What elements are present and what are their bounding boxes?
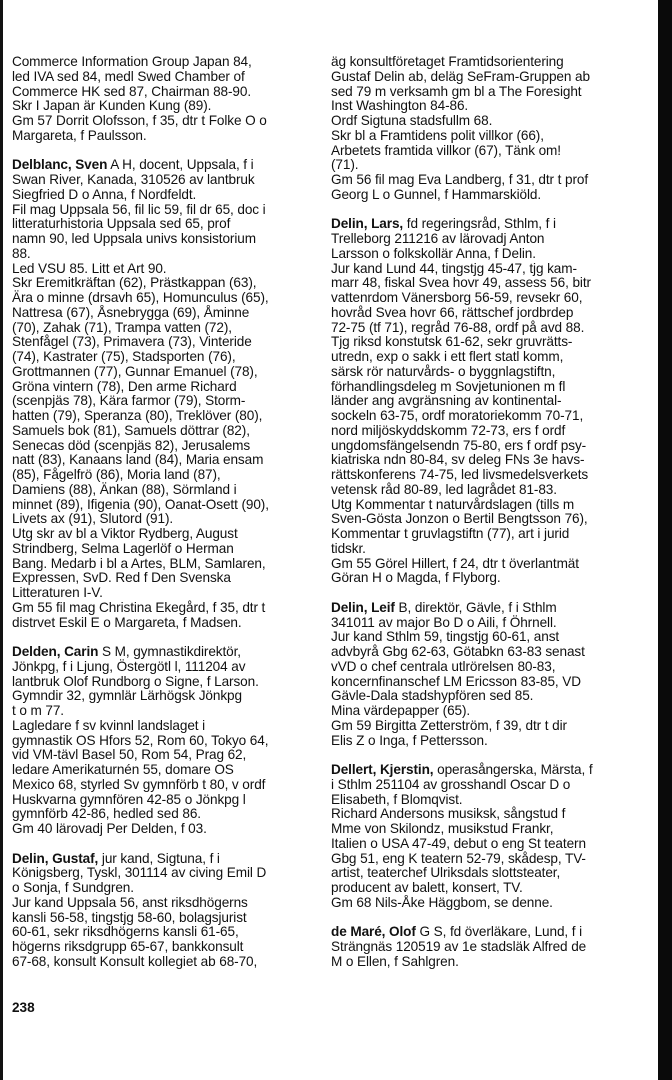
entry-line <box>331 114 646 129</box>
entry-line <box>331 866 646 881</box>
entry-line <box>331 335 646 350</box>
page-number: 238 <box>12 1000 35 1015</box>
entry-text: namn 90, led Uppsala univs konsistorium <box>12 231 256 246</box>
biography-entry-continuation <box>12 55 322 144</box>
entry-line <box>331 70 646 85</box>
entry-line <box>12 276 322 291</box>
entry-text: Mme von Skilondz, musikstud Frankr, <box>331 821 554 836</box>
column-right <box>331 55 646 984</box>
entry-text: lantbruk Olof Rundborg o Signe, f Larson. <box>12 673 259 689</box>
entry-text: Skr bl a Framtidens polit villkor (66), <box>331 127 544 143</box>
entry-text: Skr Eremitkräftan (62), Prästkappan (63), <box>12 275 257 291</box>
entry-line <box>331 852 646 867</box>
entry-text: advbyrå Gbg 62-63, Götabkn 63-83 senast <box>331 644 585 659</box>
entry-line <box>331 955 646 970</box>
entry-line <box>12 129 322 144</box>
entry-line <box>12 601 322 616</box>
entry-line <box>12 512 322 527</box>
entry-line <box>12 99 322 114</box>
entry-text: Strängnäs 120519 av 1e stadsläk Alfred de <box>331 939 587 954</box>
entry-line <box>12 85 322 100</box>
entry-line <box>331 807 646 822</box>
entry-name: Delblanc, Sven <box>12 157 108 173</box>
entry-text: 88. <box>12 245 31 261</box>
entry-line <box>12 542 322 557</box>
entry-line <box>331 704 646 719</box>
entry-text: (71). <box>331 157 359 173</box>
entry-line <box>12 335 322 350</box>
entry-text: Inst Washington 84-86. <box>331 98 469 114</box>
entry-line <box>331 129 646 144</box>
entry-line <box>331 719 646 734</box>
entry-line <box>331 394 646 409</box>
entry-line <box>331 734 646 749</box>
entry-line <box>12 925 322 940</box>
entry-text: Utg skr av bl a Viktor Rydberg, August <box>12 526 238 541</box>
entry-text: länder ang avgränsning av kontinental- <box>331 393 562 409</box>
entry-line <box>12 247 322 262</box>
entry-line <box>12 70 322 85</box>
entry-line <box>331 675 646 690</box>
biography-entry <box>331 925 646 969</box>
entry-text: Königsberg, Tyskl, 301114 av civing Emil D <box>12 865 267 881</box>
entry-line <box>331 409 646 424</box>
entry-line <box>331 158 646 173</box>
entry-line <box>331 247 646 262</box>
entry-line <box>12 822 322 837</box>
entry-name: de Maré, Olof <box>331 924 416 940</box>
entry-text: t o m 77. <box>12 703 64 718</box>
entry-line <box>331 453 646 468</box>
entry-line <box>12 453 322 468</box>
entry-line <box>331 380 646 395</box>
entry-line <box>331 822 646 837</box>
entry-text: Göran H o Magda, f Flyborg. <box>331 570 501 586</box>
biography-entry <box>12 158 322 630</box>
column-left <box>12 55 322 984</box>
entry-text: Ordf Sigtuna stadsfullm 68. <box>331 113 493 128</box>
entry-text: Utg Kommentar t naturvårdslagen (tills m <box>331 496 575 512</box>
entry-line <box>331 527 646 542</box>
entry-text: Fil mag Uppsala 56, fil lic 59, fil dr 65, doc i <box>12 201 266 217</box>
entry-line <box>12 188 322 203</box>
entry-text: Nattresa (67), Åsnebrygga (69), Åminne <box>12 304 250 320</box>
entry-line <box>12 586 322 601</box>
entry-line <box>12 704 322 719</box>
entry-text: vVD o chef centrala utlrörelsen 80-83, <box>331 658 556 674</box>
entry-text: Led VSU 85. Litt et Art 90. <box>12 260 167 276</box>
entry-line <box>12 807 322 822</box>
entry-line <box>12 675 322 690</box>
entry-text: led IVA sed 84, medl Swed Chamber of <box>12 68 245 84</box>
entry-line <box>12 881 322 896</box>
entry-line <box>12 262 322 277</box>
entry-line <box>331 350 646 365</box>
entry-line <box>12 616 322 631</box>
entry-text: Gröna vintern (78), Den arme Richard <box>12 378 237 394</box>
entry-line <box>331 571 646 586</box>
entry-text: Richard Andersons musiksk, sångstud f <box>331 806 566 822</box>
entry-text: Livets ax (91), Slutord (91). <box>12 511 174 527</box>
entry-text: artist, teaterchef Ulriksdals slottsteater, <box>331 865 561 881</box>
entry-text: gymnförb 42-86, hedled sed 86. <box>12 806 201 822</box>
entry-line <box>12 940 322 955</box>
entry-text: Mexico 68, styrled Sv gymnförb t 80, v ordf <box>12 776 266 792</box>
entry-text: Siegfried D o Anna, f Nordfeldt. <box>12 186 197 202</box>
entry-line <box>331 483 646 498</box>
entry-text: 67-68, konsult Konsult kollegiet ab 68-70, <box>12 953 258 969</box>
entry-line <box>12 158 322 173</box>
entry-line <box>12 394 322 409</box>
entry-text: o Sonja, f Sundgren. <box>12 880 134 895</box>
entry-text: Strindberg, Selma Lagerlöf o Herman <box>12 540 234 556</box>
entry-line <box>331 291 646 306</box>
entry-text: hovråd Svea hovr 66, rättschef jordbrdep <box>331 304 574 320</box>
entry-text: (70), Zahak (71), Trampa vatten (72), <box>12 319 232 335</box>
entry-text: vattenrdom Vänersborg 56-59, revsekr 60, <box>331 290 583 305</box>
entry-line <box>12 217 322 232</box>
entry-line <box>331 424 646 439</box>
entry-text: vid VM-tävl Basel 50, Rom 54, Prag 62, <box>12 747 247 763</box>
entry-line <box>331 85 646 100</box>
entry-line <box>331 557 646 572</box>
entry-line <box>12 306 322 321</box>
entry-line <box>12 748 322 763</box>
entry-text: Gm 40 lärovadj Per Delden, f 03. <box>12 821 207 836</box>
entry-line <box>331 173 646 188</box>
entry-text: Jur kand Sthlm 59, tingstjg 60-61, anst <box>331 629 560 645</box>
entry-line <box>331 778 646 793</box>
entry-line <box>331 940 646 955</box>
entry-text: Jönkpg, f i Ljung, Östergötl l, 111204 av <box>12 658 246 674</box>
entry-line <box>331 601 646 616</box>
entry-line <box>12 173 322 188</box>
entry-text: (74), Kastrater (75), Stadsporten (76), <box>12 349 236 364</box>
entry-text: 341011 av major Bo D o Aili, f Öhrnell. <box>331 614 557 630</box>
entry-line <box>12 852 322 867</box>
entry-line <box>12 645 322 660</box>
entry-text: nord miljöskyddskomm 72-73, ers f ordf <box>331 422 566 438</box>
entry-line <box>12 350 322 365</box>
entry-text: Litteraturen I-V. <box>12 585 103 600</box>
entry-line <box>331 660 646 675</box>
entry-text: ledare Amerikaturnén 55, domare OS <box>12 762 234 777</box>
entry-text: Commerce HK sed 87, Chairman 88-90. <box>12 83 252 99</box>
entry-line <box>12 483 322 498</box>
entry-text: Expressen, SvD. Red f Den Svenska <box>12 570 231 586</box>
entry-text: Sven-Gösta Jonzon o Bertil Bengtsson 76), <box>331 511 588 527</box>
entry-text: sed 79 m verksamh gm bl a The Foresight <box>331 83 582 99</box>
entry-name: Delin, Leif <box>331 599 395 615</box>
entry-text: Gymndir 32, gymnlär Lärhögsk Jönkpg <box>12 688 242 704</box>
entry-text: Ära o minne (drsavh 65), Homunculus (65), <box>12 290 269 305</box>
entry-text: Mina värdepapper (65). <box>331 703 471 718</box>
entry-line <box>12 719 322 734</box>
entry-line <box>331 793 646 808</box>
entry-text: Margareta, f Paulsson. <box>12 127 147 143</box>
entry-line <box>12 763 322 778</box>
entry-text: Elisabeth, f Blomqvist. <box>331 791 463 807</box>
biography-entry <box>12 645 322 837</box>
entry-line <box>331 896 646 911</box>
entry-text: M o Ellen, f Sahlgren. <box>331 953 459 969</box>
entry-name: Dellert, Kjerstin, <box>331 762 434 777</box>
biography-entry <box>12 852 322 970</box>
entry-text: Kommentar t gruvlagstiftn (77), art i jurid <box>331 526 570 541</box>
entry-text: i Sthlm 251104 av grosshandl Oscar D o <box>331 776 571 792</box>
entry-text: 72-75 (tf 71), regråd 76-88, ordf på avd 88. <box>331 319 585 335</box>
entry-line <box>12 203 322 218</box>
entry-line <box>12 557 322 572</box>
biography-entry-continuation <box>331 55 646 203</box>
entry-text: Gm 59 Birgitta Zetterström, f 39, dtr t dir <box>331 717 567 733</box>
entry-text: Stenfågel (73), Primavera (73), Vinteride <box>12 334 252 350</box>
scan-edge-left <box>0 0 3 1080</box>
entry-text: Trelleborg 211216 av lärovadj Anton <box>331 231 545 246</box>
entry-text: Gm 55 Görel Hillert, f 24, dtr t överlantmät <box>331 555 579 571</box>
entry-line <box>12 321 322 336</box>
entry-text: Georg L o Gunnel, f Hammarskiöld. <box>331 186 542 202</box>
entry-line <box>331 439 646 454</box>
entry-text: fd regeringsråd, Sthlm, f i <box>403 216 556 232</box>
entry-name: Delden, Carin <box>12 644 99 659</box>
entry-line <box>331 542 646 557</box>
entry-line <box>331 365 646 380</box>
entry-text: marr 48, fiskal Svea hovr 49, assess 56, bitr <box>331 275 591 291</box>
entry-text: högerns riksdgrupp 65-67, bankkonsult <box>12 939 244 954</box>
entry-line <box>331 276 646 291</box>
entry-line <box>12 660 322 675</box>
entry-text: Swan River, Kanada, 310526 av lantbruk <box>12 172 255 187</box>
entry-name: Delin, Lars, <box>331 216 404 232</box>
entry-text: utredn, exp o sakk i ett flert statl komm, <box>331 349 564 364</box>
entry-text: (85), Fågelfrö (86), Moria land (87), <box>12 467 221 482</box>
entry-text: Bang. Medarb i bl a Artes, BLM, Samlaren, <box>12 555 266 571</box>
entry-text: gymnastik OS Hfors 52, Rom 60, Tokyo 64, <box>12 732 269 748</box>
entry-line <box>12 734 322 749</box>
entry-text: G S, fd överläkare, Lund, f i <box>415 924 583 940</box>
entry-text: Huskvarna gymnfören 42-85 o Jönkpg l <box>12 791 246 807</box>
entry-line <box>331 306 646 321</box>
entry-text: distrvet Eskil E o Margareta, f Madsen. <box>12 614 242 630</box>
entry-text: Gbg 51, eng K teatern 52-79, skådesp, TV- <box>331 850 586 866</box>
entry-line <box>12 232 322 247</box>
entry-line <box>331 217 646 232</box>
entry-text: Larsson o folkskollär Anna, f Delin. <box>331 245 536 261</box>
entry-line <box>12 291 322 306</box>
entry-line <box>12 498 322 513</box>
entry-text: Damiens (88), Änkan (88), Sörmland i <box>12 481 237 497</box>
entry-text: natt (83), Kanaans land (84), Maria ensam <box>12 452 264 468</box>
entry-line <box>12 896 322 911</box>
entry-line <box>12 55 322 70</box>
entry-text: jur kand, Sigtuna, f i <box>98 850 220 866</box>
biography-entry <box>331 763 646 911</box>
entry-line <box>12 955 322 970</box>
entry-text: Tjg riksd konstutsk 61-62, sekr gruvrätts- <box>331 334 573 350</box>
entry-line <box>12 468 322 483</box>
entry-line <box>331 763 646 778</box>
entry-text: kiatriska ndn 80-84, sv deleg FNs 3e havs- <box>331 452 585 468</box>
entry-line <box>331 498 646 513</box>
entry-text: 60-61, sekr riksdhögerns kansli 61-65, <box>12 924 239 940</box>
entry-line <box>12 911 322 926</box>
entry-line <box>12 439 322 454</box>
entry-text: Gm 56 fil mag Eva Landberg, f 31, dtr t prof <box>331 172 589 187</box>
entry-line <box>331 616 646 631</box>
entry-line <box>331 645 646 660</box>
entry-line <box>12 527 322 542</box>
entry-text: Gm 55 fil mag Christina Ekegård, f 35, dtr t <box>12 599 266 615</box>
entry-line <box>12 793 322 808</box>
scan-edge-right <box>658 0 672 1080</box>
entry-text: Elis Z o Inga, f Pettersson. <box>331 732 488 748</box>
entry-text: Skr I Japan är Kunden Kung (89). <box>12 98 212 114</box>
entry-text: sockeln 63-75, ordf moratoriekomm 70-71, <box>331 408 584 423</box>
entry-text: A H, docent, Uppsala, f i <box>107 157 254 173</box>
entry-text: Gm 57 Dorrit Olofsson, f 35, dtr t Folke O o <box>12 113 267 128</box>
entry-text: särsk rör naturvårds- o byggnlagstiftn, <box>331 363 556 379</box>
entry-text: Gustaf Delin ab, deläg SeFram-Gruppen ab <box>331 68 590 84</box>
entry-text: Jur kand Lund 44, tingstjg 45-47, tjg kam- <box>331 260 577 276</box>
entry-text: tidskr. <box>331 540 366 556</box>
entry-line <box>331 689 646 704</box>
entry-text: förhandlingsdeleg m Sovjetunionen m fl <box>331 378 566 394</box>
entry-name: Delin, Gustaf, <box>12 850 99 866</box>
entry-line <box>331 188 646 203</box>
entry-text: ungdomsfängelsendn 75-80, ers f ordf psy- <box>331 437 587 453</box>
entry-text: minnet (89), Ifigenia (90), Oanat-Osett (90), <box>12 496 269 512</box>
entry-line <box>331 881 646 896</box>
entry-text: Lagledare f sv kvinnl landslaget i <box>12 717 206 733</box>
entry-text: S M, gymnastikdirektör, <box>98 644 241 659</box>
entry-line <box>331 262 646 277</box>
entry-line <box>12 114 322 129</box>
entry-line <box>331 232 646 247</box>
entry-text: B, direktör, Gävle, f i Sthlm <box>394 599 557 615</box>
entry-text: Grottmannen (77), Gunnar Emanuel (78), <box>12 363 258 379</box>
entry-line <box>12 571 322 586</box>
biography-entry <box>331 601 646 749</box>
entry-line <box>331 925 646 940</box>
entry-line <box>331 837 646 852</box>
entry-line <box>12 689 322 704</box>
entry-line <box>12 778 322 793</box>
entry-text: Commerce Information Group Japan 84, <box>12 54 252 69</box>
entry-text: hatten (79), Speranza (80), Treklöver (80), <box>12 408 263 423</box>
entry-text: Senecas död (scenpjäs 82), Jerusalems <box>12 437 251 453</box>
entry-text: kansli 56-58, tingstjg 58-60, bolagsjurist <box>12 909 247 925</box>
entry-text: äg konsultföretaget Framtidsorientering <box>331 54 564 69</box>
entry-text: Gm 68 Nils-Åke Häggbom, se denne. <box>331 894 553 910</box>
entry-line <box>331 512 646 527</box>
entry-line <box>12 380 322 395</box>
entry-line <box>12 424 322 439</box>
entry-line <box>12 866 322 881</box>
entry-text: Italien o USA 47-49, debut o eng St teatern <box>331 835 586 851</box>
entry-line <box>331 321 646 336</box>
entry-text: operasångerska, Märsta, f <box>433 762 593 777</box>
entry-text: Samuels bok (81), Samuels döttrar (82), <box>12 422 250 438</box>
entry-text: rättskonferens 74-75, led livsmedelsverkets <box>331 467 589 482</box>
entry-line <box>331 468 646 483</box>
entry-line <box>12 409 322 424</box>
entry-line <box>331 55 646 70</box>
entry-text: koncernfinanschef LM Ericsson 83-85, VD <box>331 673 581 689</box>
entry-line <box>331 99 646 114</box>
entry-text: (scenpjäs 78), Kära farmor (79), Storm- <box>12 393 246 409</box>
entry-line <box>12 365 322 380</box>
entry-text: Jur kand Uppsala 56, anst riksdhögerns <box>12 894 248 910</box>
biography-entry <box>331 217 646 586</box>
entry-text: producent av balett, konsert, TV. <box>331 880 523 895</box>
entry-text: Gävle-Dala stadshypfören sed 85. <box>331 688 534 704</box>
entry-line <box>331 630 646 645</box>
entry-line <box>331 144 646 159</box>
entry-text: Arbetets framtida villkor (67), Tänk om! <box>331 142 561 158</box>
entry-text: litteraturhistoria Uppsala sed 65, prof <box>12 216 231 232</box>
entry-text: vetensk råd 80-89, led lagrådet 81-83. <box>331 481 557 497</box>
